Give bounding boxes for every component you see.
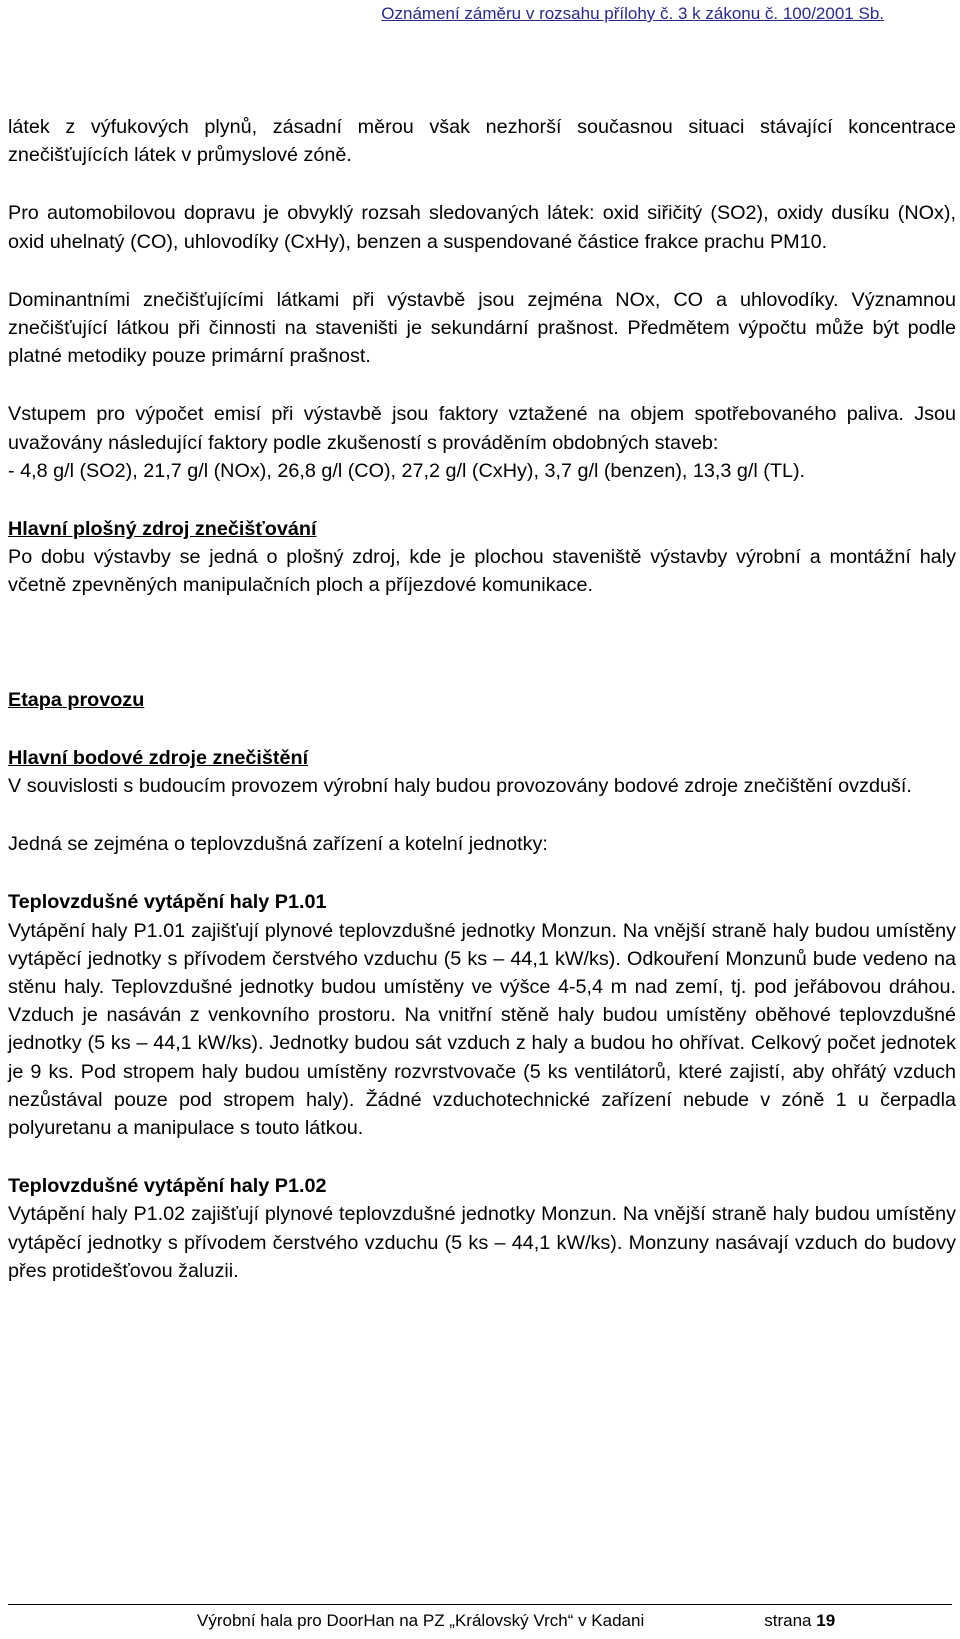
section-heading: Etapa provozu (8, 688, 145, 711)
document-header: Oznámení záměru v rozsahu přílohy č. 3 k zákonu č. 100/2001 Sb. (381, 4, 884, 23)
subsection-heading: Teplovzdušné vytápění haly P1.02 (8, 1175, 327, 1198)
section-heading: Hlavní bodové zdroje znečištění (8, 746, 309, 769)
paragraph: Dominantními znečišťujícími látkami při výstavbě jsou zejména NOx, CO a uhlovodíky. Významnou znečišťující látkou při činnosti na staveništi je sekundární prašnost. Předmětem výpočtu může být podle platné metodiky pouze primární prašnost. (8, 288, 956, 368)
footer-divider (8, 1604, 952, 1605)
paragraph: Pro automobilovou dopravu je obvyklý rozsah sledovaných látek: oxid siřičitý (SO2), oxidy dusíku (NOx), oxid uhelnatý (CO), uhlovodíky (CxHy), benzen a suspendované částice frakce prachu PM10. (8, 202, 956, 253)
document-footer (197, 1611, 835, 1631)
paragraph: - 4,8 g/l (SO2), 21,7 g/l (NOx), 26,8 g/l (CO), 27,2 g/l (CxHy), 3,7 g/l (benzen), 13,3 g/l (TL). (8, 459, 806, 482)
footer-title: Výrobní hala pro DoorHan na PZ „Královský Vrch“ v Kadani (197, 1611, 645, 1630)
page-label: strana (764, 1611, 812, 1630)
paragraph: Vstupem pro výpočet emisí při výstavbě jsou faktory vztažené na objem spotřebovaného paliva. Jsou uvažovány následující faktory podle zkušeností s prováděním obdobných staveb: (8, 403, 956, 454)
document-body (8, 113, 956, 1285)
paragraph: Po dobu výstavby se jedná o plošný zdroj, kde je plochou staveniště výstavby výrobní a montážní haly včetně zpevněných manipulačních ploch a příjezdové komunikace. (8, 546, 956, 597)
subsection-heading: Teplovzdušné vytápění haly P1.01 (8, 891, 327, 914)
paragraph: V souvislosti s budoucím provozem výrobní haly budou provozovány bodové zdroje znečištění ovzduší. (8, 775, 912, 798)
paragraph: Jedná se zejména o teplovzdušná zařízení a kotelní jednotky: (8, 833, 548, 856)
paragraph: Vytápění haly P1.01 zajišťují plynové teplovzdušné jednotky Monzun. Na vnější straně haly budou umístěny vytápěcí jednotky s přívodem čerstvého vzduchu (5 ks – 44,1 kW/ks). Odkouření Monzunů bude vedeno na stěnu haly. Teplovzdušné jednotky budou umístěny ve výšce 4-5,4 m nad zemí, tj. pod jeřábovou dráhou. Vzduch je nasáván z venkovního prostoru. Na vnitřní stěně haly budou umístěny oběhové teplovzdušné jednotky (5 ks – 44,1 kW/ks). Jednotky budou sát vzduch z haly a budou ho ohřívat. Celkový počet jednotek je 9 ks. Pod stropem haly budou umístěny rozvrstvovače (5 ks ventilátorů, které zajistí, aby ohřátý vzduch nezůstával pouze pod stropem haly). Žádné vzduchotechnické zařízení nebude v zóně 1 u čerpadla polyuretanu a manipulace s touto látkou. (8, 919, 956, 1140)
paragraph: Vytápění haly P1.02 zajišťují plynové teplovzdušné jednotky Monzun. Na vnější straně haly budou umístěny vytápěcí jednotky s přívodem čerstvého vzduchu (5 ks – 44,1 kW/ks). Monzuny nasávají vzduch do budovy přes protidešťovou žaluzii. (8, 1203, 956, 1282)
section-heading: Hlavní plošný zdroj znečišťování (8, 518, 317, 541)
page-number: 19 (816, 1611, 836, 1630)
paragraph: látek z výfukových plynů, zásadní měrou však nezhorší současnou situaci stávající koncentrace znečišťujících látek v průmyslové zóně. (8, 116, 956, 167)
